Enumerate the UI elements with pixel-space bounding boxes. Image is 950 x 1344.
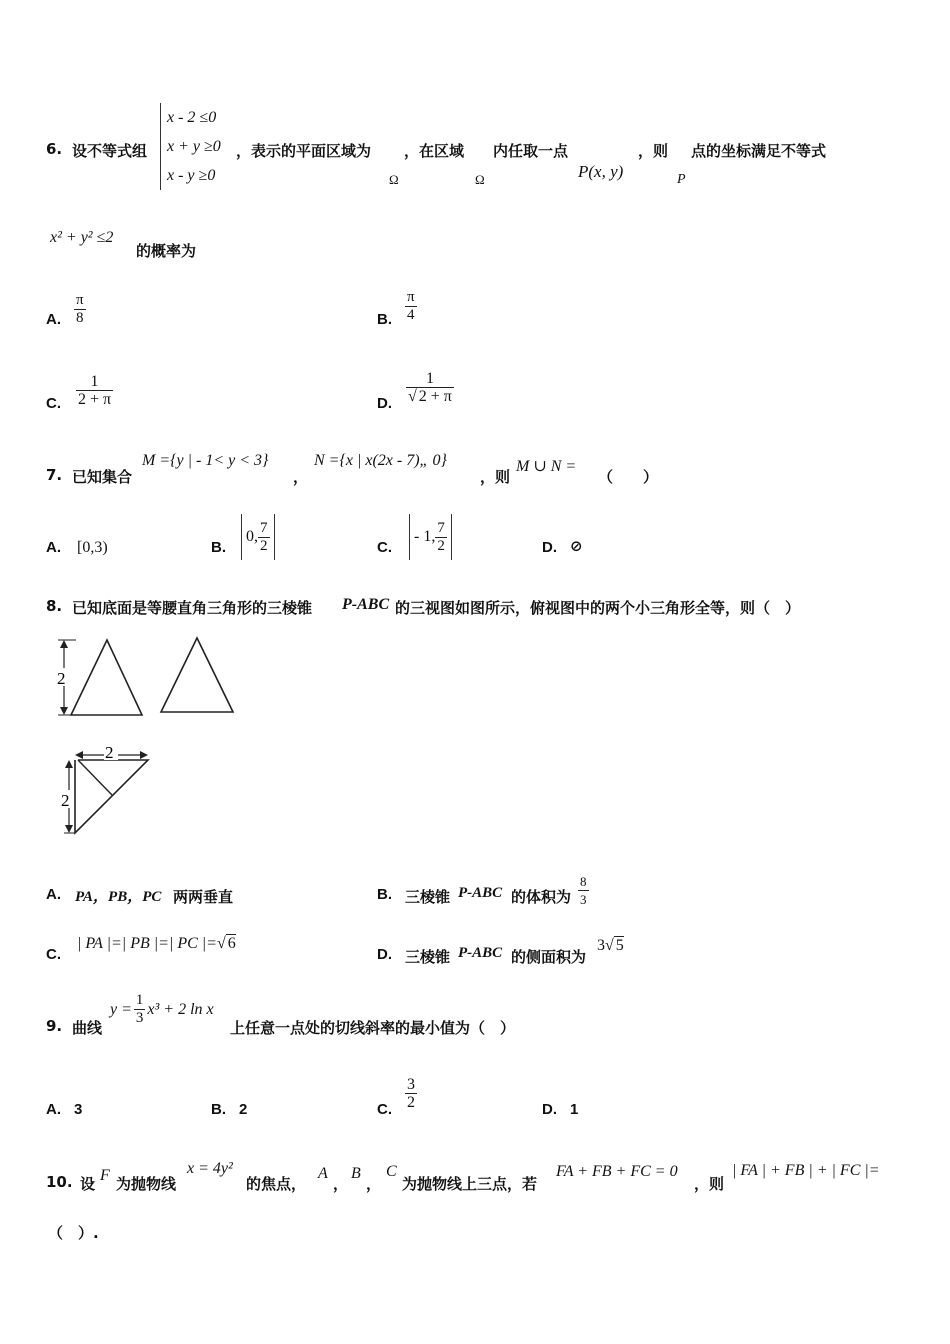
q7-expression: M ∪ N = [516, 458, 577, 475]
q8-option-b-pabc: P-ABC [458, 885, 503, 901]
q7-stem-b: ，则 [480, 468, 511, 486]
q6-option-b: $\frac{\pi}{4}$ [407, 289, 415, 323]
q9-option-d-label: D. [542, 1101, 557, 1118]
q10-comma-1: ， [333, 1175, 349, 1193]
q10-point-c: C [386, 1163, 397, 1180]
q10-stem-c: 的焦点， [246, 1175, 307, 1193]
q6-inequality-system: x - 2 ≤0 x + y ≥0 x - y ≥0 [160, 103, 221, 190]
q8-option-d-pabc: P-ABC [458, 945, 503, 961]
q10-vector-sum: FA + FB + FC = 0 [556, 1163, 678, 1180]
q6-option-d-label: D. [377, 395, 392, 412]
q10-distance-sum: | FA | + FB | + | FC |= [732, 1162, 880, 1179]
q6-option-a-label: A. [46, 311, 61, 328]
q6-inequality: x² + y² ≤2 [50, 229, 114, 246]
q10-f: F [100, 1167, 110, 1184]
q8-option-b-pre: 三棱锥 [405, 888, 451, 906]
q7-set-n: N ={x | x(2x - 7)„ 0} [314, 452, 447, 469]
q7-separator: ， [293, 468, 309, 486]
q9-stem-b: 上任意一点处的切线斜率的最小值为（ ） [230, 1019, 516, 1037]
q8-option-a-label: A. [46, 886, 61, 903]
q6-option-c: $\frac{1}{2 + \pi}$ [78, 373, 112, 408]
q10-point-b: B [351, 1165, 361, 1182]
q10-point-a: A [318, 1165, 328, 1182]
q9-option-d: 1 [570, 1101, 579, 1118]
q6-option-c-label: C. [46, 395, 61, 412]
q8-option-d-mid: 的侧面积为 [511, 948, 587, 966]
q10-parabola: x = 4y² [187, 1160, 233, 1177]
q9-option-b-label: B. [211, 1101, 226, 1118]
q6-stem-g: 的概率为 [136, 242, 197, 260]
q8-top-view [60, 743, 148, 833]
q8-front-view [56, 640, 142, 715]
q6-stem-a: 设不等式组 [72, 142, 148, 160]
q7-option-a-label: A. [46, 539, 61, 556]
q6-point: P(x, y) [578, 162, 624, 181]
q9-option-c: $\frac{3}{2}$ [407, 1076, 415, 1111]
q10-stem-d: 为抛物线上三点，若 [402, 1175, 538, 1193]
q6-number: 6. [46, 140, 63, 158]
q9-option-c-label: C. [377, 1101, 392, 1118]
q7-option-b: 0, $\frac{7}{2}$ [241, 514, 275, 560]
q8-top-width-label: 2 [105, 743, 114, 762]
q6-stem-d: 内任取一点 [493, 142, 569, 160]
q6-stem-c: ，在区域 [404, 142, 465, 160]
q7-option-d: ⊘ [570, 538, 583, 555]
q6-stem-e: ，则 [638, 142, 669, 160]
q6-stem-f: 点的坐标满足不等式 [691, 142, 827, 160]
q7-set-m: M ={y | - 1< y < 3} [142, 452, 269, 469]
q10-comma-2: ， [366, 1175, 382, 1193]
q8-option-d-label: D. [377, 946, 392, 963]
q7-option-b-label: B. [211, 539, 226, 556]
q6-option-a: $\frac{\pi}{8}$ [76, 292, 84, 326]
q6-option-d: $\frac{1}{√ 2 + \pi}$ [408, 370, 452, 405]
q9-option-a: 3 [74, 1101, 83, 1118]
q8-option-a-tail: 两两垂直 [173, 888, 234, 906]
q6-omega-1: Ω [389, 172, 399, 187]
q8-pabc: P-ABC [342, 596, 390, 613]
q8-side-view [161, 638, 233, 712]
q8-number: 8. [46, 597, 63, 615]
q8-option-d-area: 3√ 5 [597, 937, 624, 954]
q8-option-d-pre: 三棱锥 [405, 948, 451, 966]
q9-option-a-label: A. [46, 1101, 61, 1118]
q8-option-a-vars: PA，PB，PC [75, 889, 162, 905]
q10-paren: （ ）. [48, 1224, 99, 1242]
q7-option-c-label: C. [377, 539, 392, 556]
q6-omega-2: Ω [475, 172, 485, 187]
q10-stem-e: ，则 [694, 1175, 725, 1193]
q8-stem-b: 的三视图如图所示，俯视图中的两个小三角形全等，则（ ） [395, 599, 801, 617]
q8-option-c: | PA |=| PB |=| PC |=√ 6 [77, 935, 236, 952]
q7-option-d-label: D. [542, 539, 557, 556]
q9-option-b: 2 [239, 1101, 248, 1118]
q8-top-height-label: 2 [61, 791, 70, 810]
q8-option-b-mid: 的体积为 [511, 888, 572, 906]
q7-number: 7. [46, 466, 63, 484]
q8-option-b-volume: $\frac{8}{3}$ [580, 874, 587, 907]
q9-number: 9. [46, 1017, 63, 1035]
q7-option-a: [0,3) [77, 539, 108, 556]
q7-option-c: - 1, $\frac{7}{2}$ [409, 514, 452, 560]
q7-stem-a: 已知集合 [72, 468, 133, 486]
q8-option-c-label: C. [46, 946, 61, 963]
q6-option-b-label: B. [377, 311, 392, 328]
q6-stem-b: ，表示的平面区域为 [236, 142, 372, 160]
q7-paren: （ ） [598, 468, 659, 486]
q10-number: 10. [46, 1173, 73, 1191]
q8-option-b-label: B. [377, 886, 392, 903]
q8-front-dim-label: 2 [57, 669, 66, 688]
q6-p: P [677, 172, 686, 187]
q10-stem-a: 设 [80, 1175, 96, 1193]
q10-stem-b: 为抛物线 [116, 1175, 177, 1193]
q9-stem-a: 曲线 [72, 1019, 103, 1037]
q9-curve: y = $\frac{1}{3}$ x³ + 2 ln x [110, 992, 214, 1026]
q8-stem-a: 已知底面是等腰直角三角形的三棱锥 [72, 599, 313, 617]
q8-three-view-diagram [40, 630, 250, 845]
